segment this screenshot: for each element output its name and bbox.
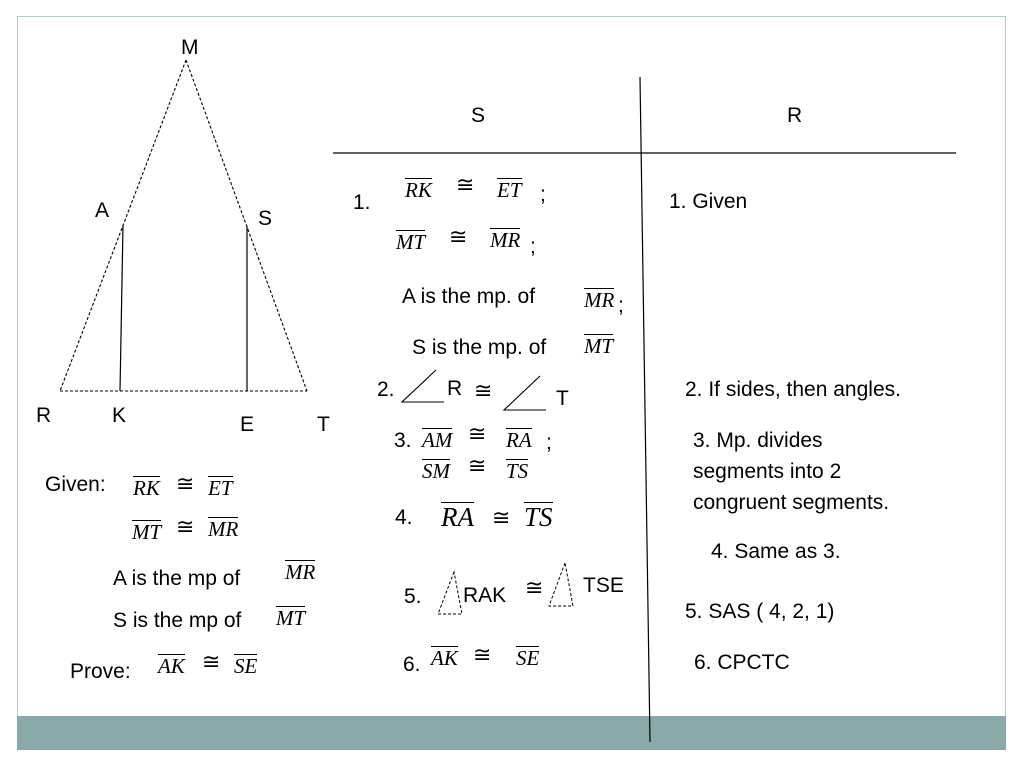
vertex-label-r: R [36,404,52,427]
reason-1: 1. Given [669,190,748,213]
congruent-symbol: ≅ [449,225,468,250]
point-label-a: A [95,199,110,222]
reason-5: 5. SAS ( 4, 2, 1) [685,600,835,623]
given-label: Given: [45,473,106,496]
statement-6-number: 6. [403,653,421,676]
given-seg-mt-2: MT [276,606,306,630]
congruent-symbol: ≅ [468,454,487,479]
statement-6-seg-se: SE [516,646,540,670]
statement-5-number: 5. [404,585,422,608]
congruent-symbol: ≅ [176,472,195,497]
statement-4-seg-ts: TS [524,502,553,532]
statement-1-midpoint-a: A is the mp. of [402,285,536,308]
statement-1-seg-rk: RK [405,178,432,202]
reason-6: 6. CPCTC [694,651,790,674]
reason-3-line-3: congruent segments. [693,491,890,514]
congruent-symbol: ≅ [492,506,511,531]
statement-1-seg-mt-2: MT [584,334,614,358]
given-seg-et: ET [208,476,233,500]
congruent-symbol: ≅ [525,576,544,601]
statement-1-seg-mr-2: MR [584,288,615,312]
statement-3-seg-am: AM [422,428,453,452]
prove-label: Prove: [70,660,131,683]
statement-1-semicolon: ; [530,235,536,258]
statement-2-angle-r: R [447,377,463,400]
point-label-s: S [258,207,273,230]
congruent-symbol: ≅ [456,173,475,198]
triangle-icon [438,572,462,614]
reason-4: 4. Same as 3. [711,540,841,563]
statement-1-semicolon: ; [618,294,624,317]
triangle-icon [549,563,573,606]
statement-2-number: 2. [377,378,395,401]
reason-2: 2. If sides, then angles. [685,378,901,401]
reason-3-line-2: segments into 2 [693,460,842,483]
statement-1-number: 1. [353,191,371,214]
statement-5-triangle-rak: RAK [463,584,507,607]
statement-1-midpoint-s: S is the mp. of [412,336,547,359]
statement-3-semicolon: ; [546,431,552,454]
statement-3-seg-ts: TS [506,459,529,483]
statement-1-seg-et: ET [497,178,522,202]
column-header-reasons: R [787,104,803,127]
congruent-symbol: ≅ [473,643,492,668]
point-label-k: K [112,404,127,427]
congruent-symbol: ≅ [176,515,195,540]
prove-seg-ak: AK [158,654,185,678]
congruent-symbol: ≅ [468,422,487,447]
reason-3-line-1: 3. Mp. divides [693,429,823,452]
statement-2-angle-t: T [556,387,569,410]
statement-4-seg-ra: RA [441,502,474,532]
prove-seg-se: SE [234,654,258,678]
congruent-symbol: ≅ [474,379,493,404]
segment-ak [120,226,123,391]
statement-1-seg-mt: MT [396,230,426,254]
given-seg-rk: RK [133,476,160,500]
given-seg-mr-2: MR [285,560,316,584]
vertex-label-t: T [317,413,330,436]
point-label-e: E [240,413,255,436]
statement-6-seg-ak: AK [431,646,458,670]
statement-1-seg-mr: MR [490,228,521,252]
angle-icon [504,376,546,410]
statement-3-seg-ra: RA [506,428,532,452]
column-header-statements: S [471,104,486,127]
given-midpoint-a-text: A is the mp of [113,567,241,590]
statement-3-seg-sm: SM [422,459,450,483]
angle-icon [402,370,444,402]
statement-1-semicolon: ; [540,183,546,206]
given-midpoint-s-text: S is the mp of [113,609,242,632]
statement-5-triangle-tse: TSE [583,574,624,597]
vertex-label-m: M [181,36,199,59]
statement-4-number: 4. [395,506,413,529]
statement-3-number: 3. [394,429,412,452]
congruent-symbol: ≅ [202,650,221,675]
table-column-divider [640,77,650,742]
given-seg-mr: MR [208,517,239,541]
given-seg-mt: MT [132,520,162,544]
side-mr [60,60,186,391]
